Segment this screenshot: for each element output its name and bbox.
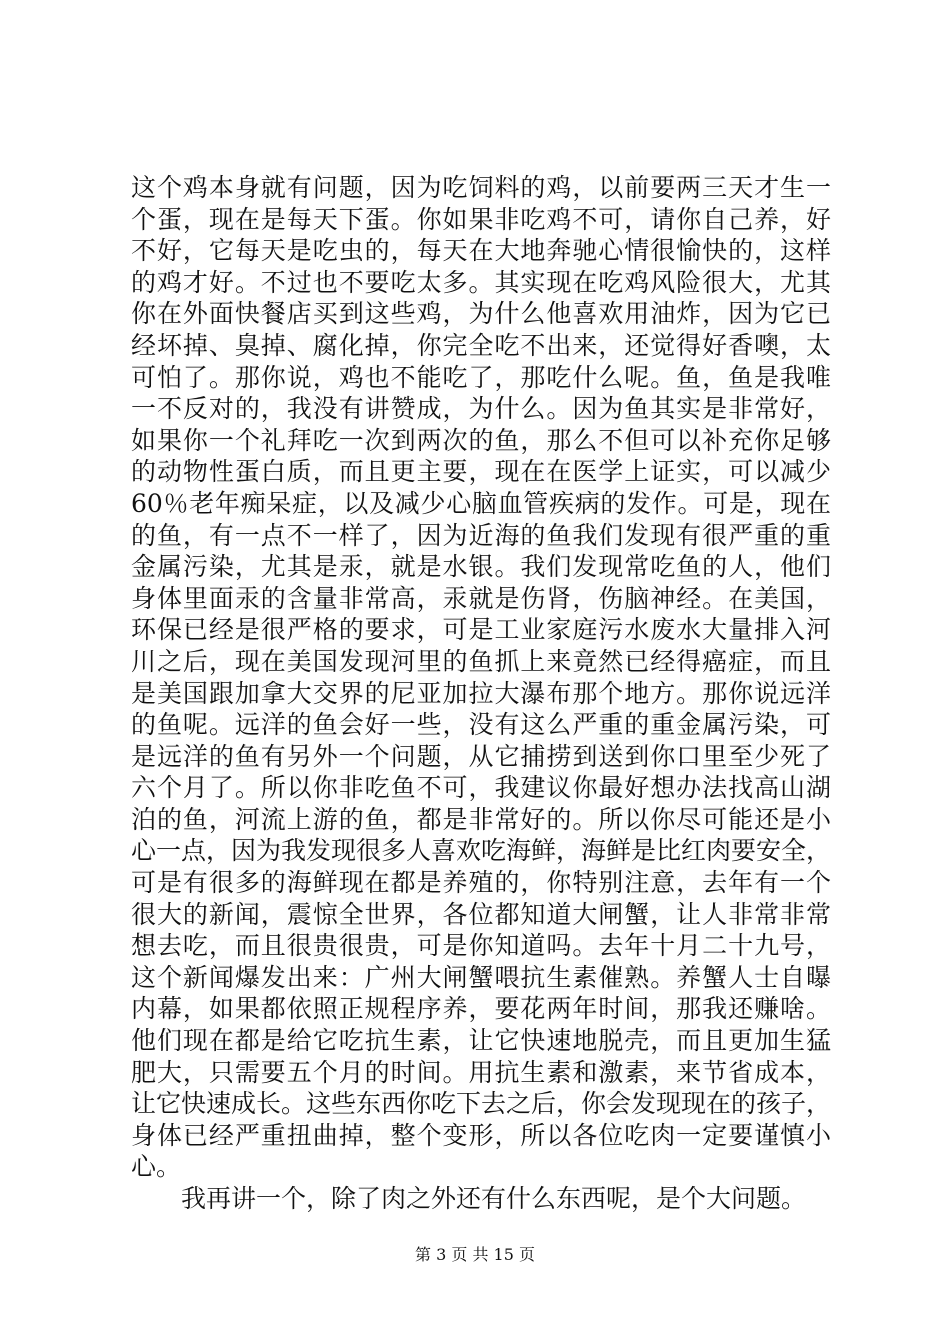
text-line: 如果你一个礼拜吃一次到两次的鱼，那么不但可以补充你足够 (131, 425, 831, 455)
body-text (131, 172, 831, 1215)
text-line: 身体里面汞的含量非常高，汞就是伤肾，伤脑神经。在美国， (131, 583, 831, 613)
text-line: 想去吃，而且很贵很贵，可是你知道吗。去年十月二十九号， (131, 931, 831, 961)
text-line: 环保已经是很严格的要求，可是工业家庭污水废水大量排入河 (131, 615, 831, 645)
text-line: 经坏掉、臭掉、腐化掉，你完全吃不出来，还觉得好香噢，太 (131, 330, 831, 360)
text-line: 泊的鱼，河流上游的鱼，都是非常好的。所以你尽可能还是小 (131, 804, 831, 834)
text-line: 很大的新闻，震惊全世界，各位都知道大闸蟹，让人非常非常 (131, 899, 831, 929)
text-line: 心一点，因为我发现很多人喜欢吃海鲜，海鲜是比红肉要安全， (131, 836, 832, 866)
text-line: 个蛋，现在是每天下蛋。你如果非吃鸡不可，请你自己养，好 (131, 204, 831, 234)
text-line: 你在外面快餐店买到这些鸡，为什么他喜欢用油炸，因为它已 (131, 299, 831, 329)
text-line: 这个新闻爆发出来：广州大闸蟹喂抗生素催熟。养蟹人士自曝 (131, 962, 831, 992)
text-line: 内幕，如果都依照正规程序养，要花两年时间，那我还赚啥。 (131, 994, 831, 1024)
text-line: 肥大，只需要五个月的时间。用抗生素和激素，来节省成本， (131, 1057, 831, 1087)
paragraph-first-line: 我再讲一个，除了肉之外还有什么东西呢，是个大问题。 (181, 1184, 807, 1213)
text-line: 的鱼，有一点不一样了，因为近海的鱼我们发现有很严重的重 (131, 520, 831, 550)
text-line: 的鸡才好。不过也不要吃太多。其实现在吃鸡风险很大，尤其 (131, 267, 831, 297)
text-line: 是远洋的鱼有另外一个问题，从它捕捞到送到你口里至少死了 (131, 741, 831, 771)
text-line: 这个鸡本身就有问题，因为吃饲料的鸡，以前要两三天才生一 (131, 173, 831, 202)
text-line: 心。 (131, 1152, 182, 1182)
text-line: 的动物性蛋白质，而且更主要，现在在医学上证实，可以减少 (131, 457, 831, 487)
text-line: 的鱼呢。远洋的鱼会好一些，没有这么严重的重金属污染，可 (131, 710, 831, 740)
text-line: 金属污染，尤其是汞，就是水银。我们发现常吃鱼的人，他们 (131, 552, 831, 582)
page-number-footer: 第 3 页 共 15 页 (415, 1245, 535, 1264)
text-line: 60％老年痴呆症，以及减少心脑血管疾病的发作。可是，现在 (131, 488, 831, 518)
text-line: 六个月了。所以你非吃鱼不可，我建议你最好想办法找高山湖 (131, 773, 831, 803)
text-line: 不好，它每天是吃虫的，每天在大地奔驰心情很愉快的，这样 (131, 236, 831, 266)
text-line: 是美国跟加拿大交界的尼亚加拉大瀑布那个地方。那你说远洋 (131, 678, 831, 708)
text-line: 让它快速成长。这些东西你吃下去之后，你会发现现在的孩子， (131, 1089, 832, 1119)
text-line: 身体已经严重扭曲掉，整个变形，所以各位吃肉一定要谨慎小 (131, 1120, 831, 1150)
text-line: 可是有很多的海鲜现在都是养殖的，你特别注意，去年有一个 (131, 868, 831, 898)
text-line: 川之后，现在美国发现河里的鱼抓上来竟然已经得癌症，而且 (131, 646, 831, 676)
text-line: 可怕了。那你说，鸡也不能吃了，那吃什么呢。鱼，鱼是我唯 (131, 362, 831, 392)
text-line: 一不反对的，我没有讲赞成，为什么。因为鱼其实是非常好， (131, 394, 831, 424)
text-line: 他们现在都是给它吃抗生素，让它快速地脱壳，而且更加生猛 (131, 1026, 831, 1056)
